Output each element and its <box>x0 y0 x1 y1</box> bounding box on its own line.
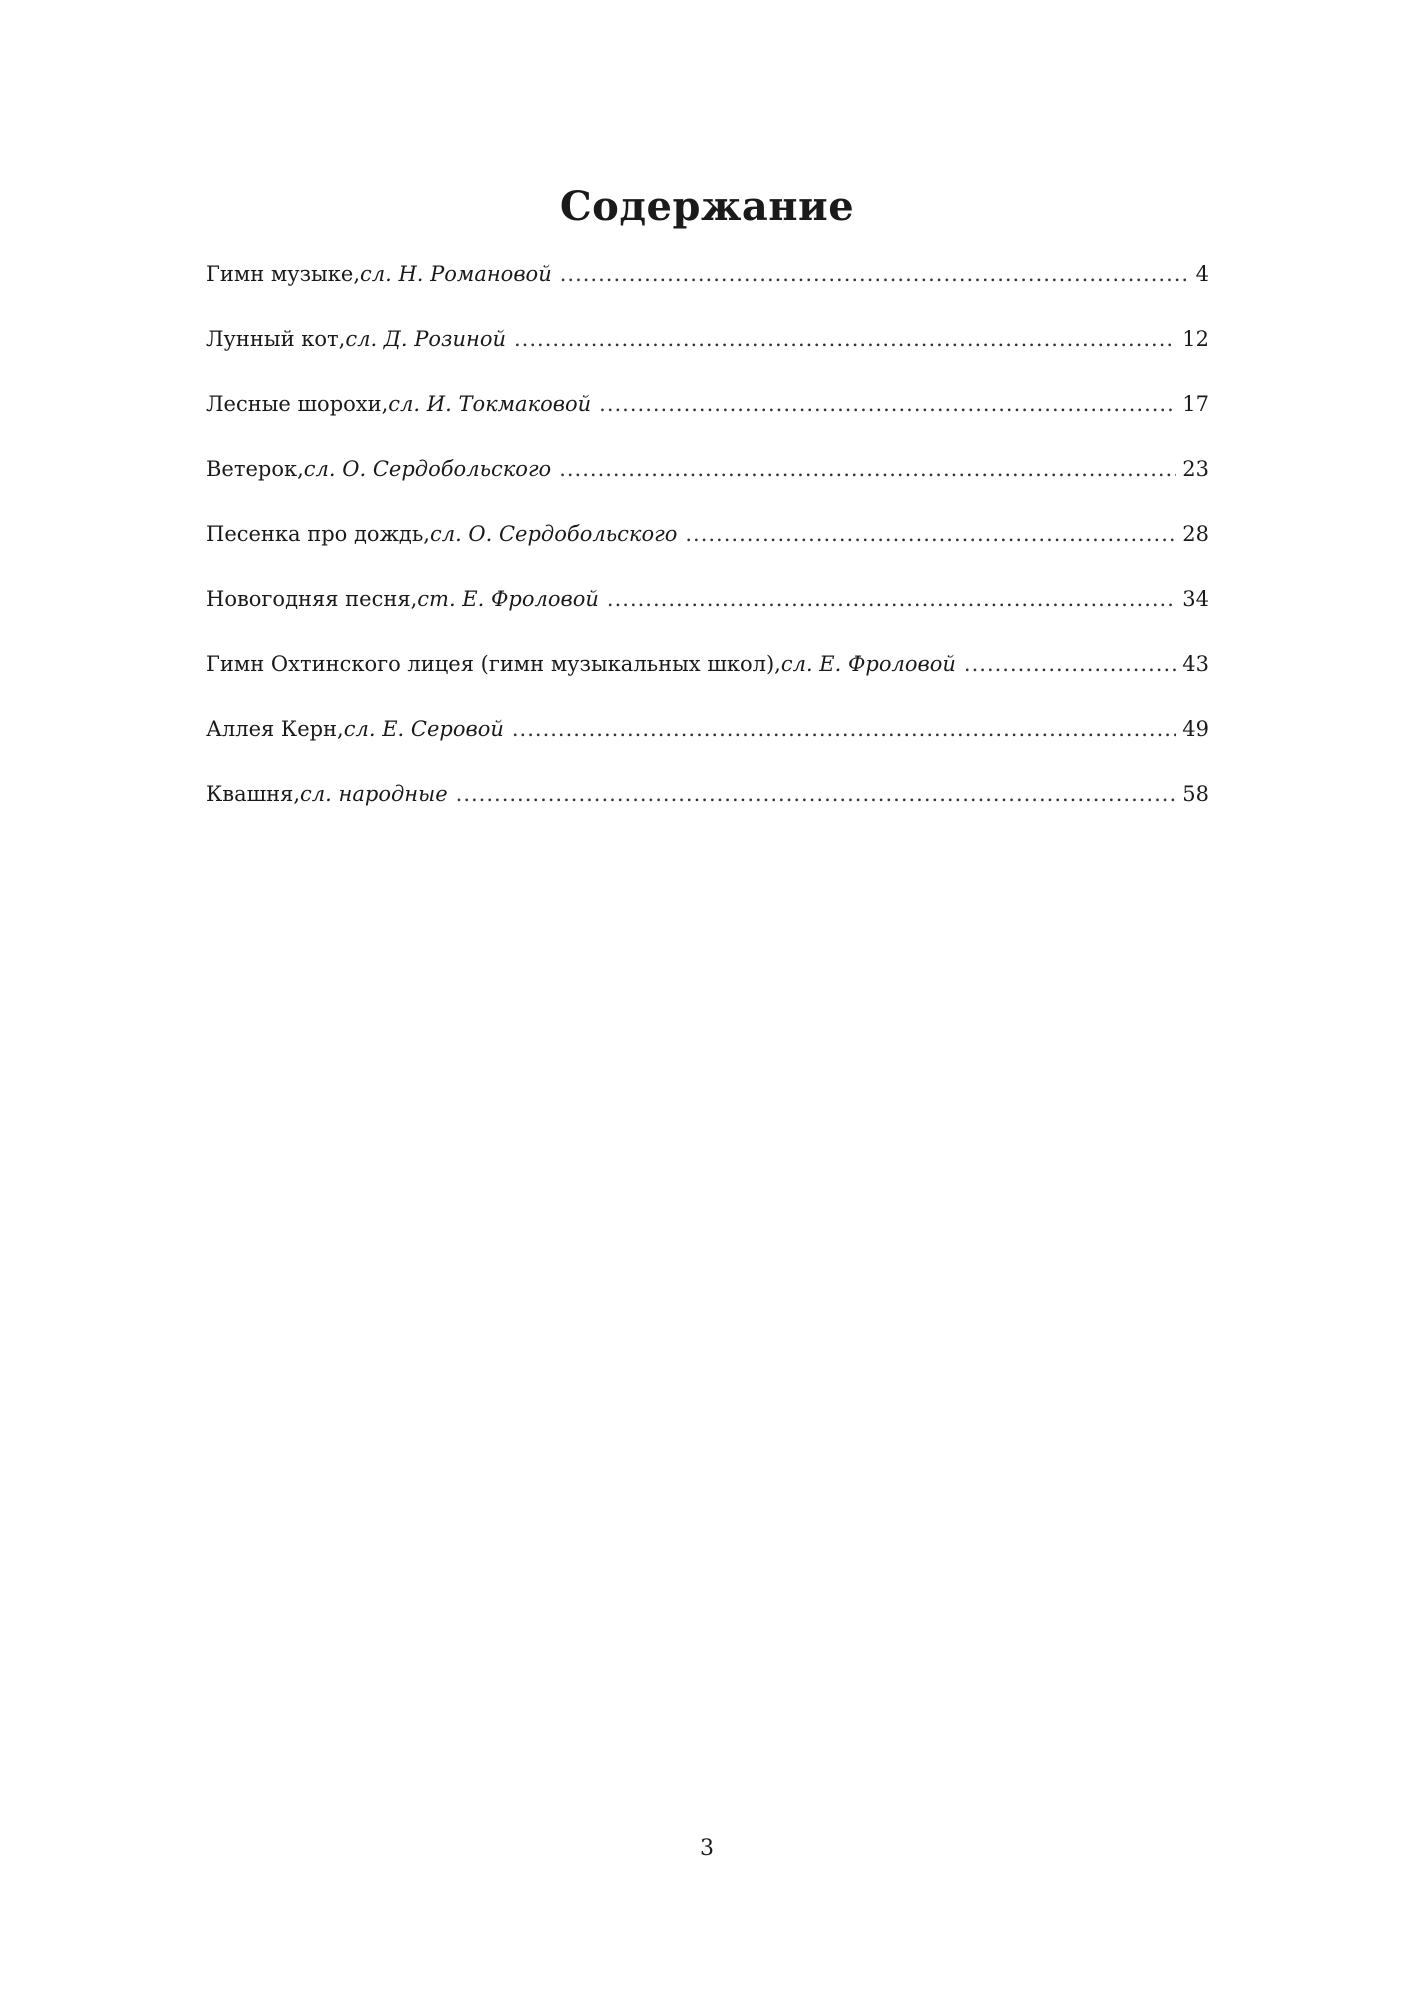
dot-leader <box>512 711 1176 747</box>
toc-entry-title: Новогодняя песня, <box>206 587 418 611</box>
toc-entry-page: 49 <box>1182 717 1209 741</box>
toc-entry-page: 43 <box>1182 652 1209 676</box>
toc-entry-author: сл. Е. Фроловой <box>780 652 956 676</box>
toc-entry-author: сл. Е. Серовой <box>343 717 504 741</box>
toc-entry-title: Песенка про дождь, <box>206 522 430 546</box>
toc-entry-page: 28 <box>1182 522 1209 546</box>
toc-entry-author: сл. народные <box>300 782 448 806</box>
toc-entry-page: 17 <box>1182 392 1209 416</box>
toc-entry-title: Гимн музыке, <box>206 262 360 286</box>
toc-entry-title: Лесные шорохи, <box>206 392 389 416</box>
dot-leader <box>685 516 1176 552</box>
toc-entry-title: Гимн Охтинского лицея (гимн музыкальных школ), <box>206 652 781 676</box>
toc-entry-page: 12 <box>1182 327 1209 351</box>
toc-entry-author: сл. И. Токмаковой <box>388 392 592 416</box>
toc-entry <box>206 451 1209 516</box>
toc-entry-page: 4 <box>1195 262 1209 286</box>
toc-entry-title: Квашня, <box>206 782 301 806</box>
toc-entry <box>206 516 1209 581</box>
dot-leader <box>559 451 1176 487</box>
toc-entry-title: Ветерок, <box>206 457 304 481</box>
toc-entry <box>206 256 1209 321</box>
toc-entry-page: 23 <box>1182 457 1209 481</box>
toc-entry <box>206 646 1209 711</box>
dot-leader <box>560 256 1190 292</box>
toc-entry <box>206 386 1209 451</box>
toc-entry-author: сл. Д. Розиной <box>345 327 506 351</box>
dot-leader <box>964 646 1176 682</box>
dot-leader <box>599 386 1176 422</box>
toc-entry-author: сл. О. Сердобольского <box>303 457 552 481</box>
toc-entry <box>206 321 1209 386</box>
dot-leader <box>456 776 1177 812</box>
toc-entry-author: ст. Е. Фроловой <box>417 587 599 611</box>
page-title: Содержание <box>559 182 855 230</box>
toc-entry-title: Аллея Керн, <box>206 717 344 741</box>
toc-entry-author: сл. Н. Романовой <box>360 262 552 286</box>
dot-leader <box>514 321 1176 357</box>
toc-entry <box>206 711 1209 776</box>
dot-leader <box>607 581 1176 617</box>
toc-entry-author: сл. О. Сердобольского <box>429 522 678 546</box>
toc-entry <box>206 581 1209 646</box>
page-number: 3 <box>700 1836 714 1861</box>
toc-entry-page: 34 <box>1182 587 1209 611</box>
toc-entry-title: Лунный кот, <box>206 327 346 351</box>
table-of-contents <box>206 256 1209 841</box>
toc-entry <box>206 776 1209 841</box>
toc-entry-page: 58 <box>1182 782 1209 806</box>
